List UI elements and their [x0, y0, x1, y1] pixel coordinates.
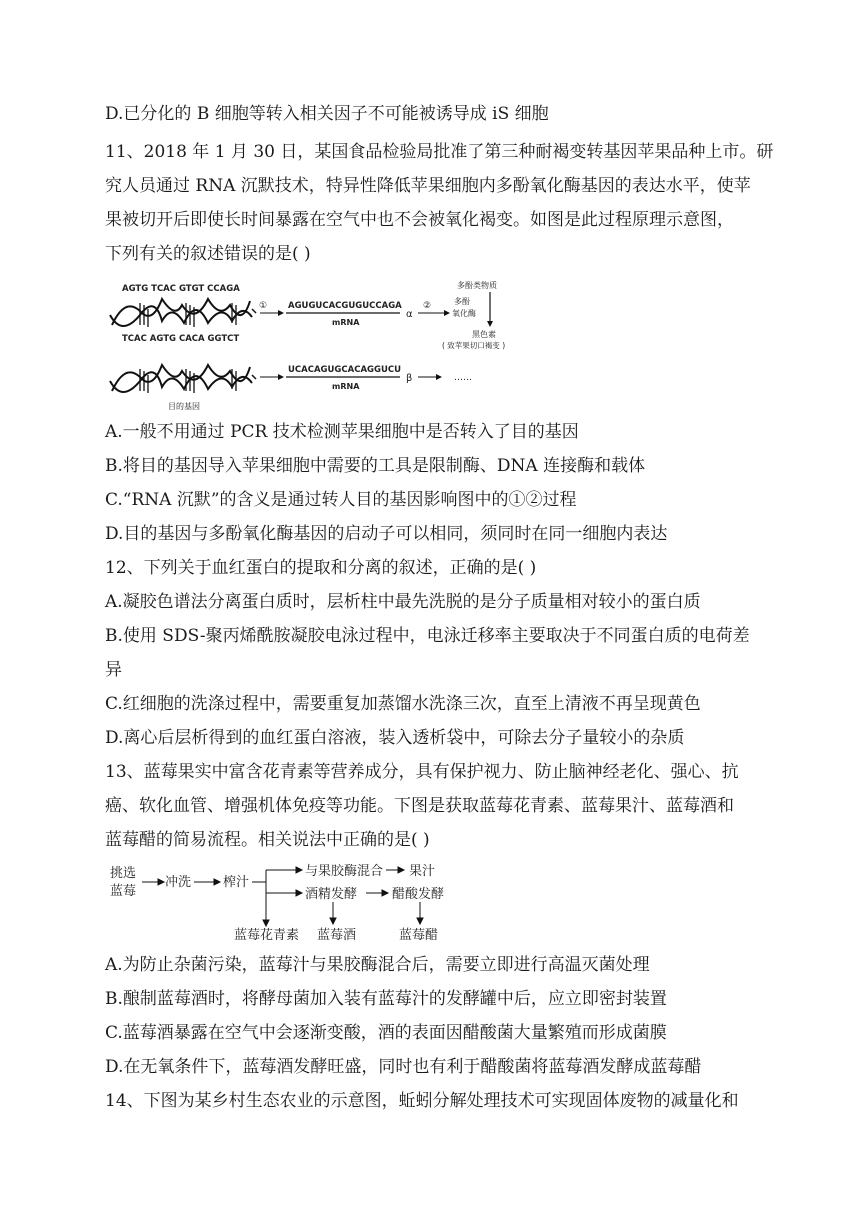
flow-anthocyanin: 蓝莓花青素: [234, 928, 300, 943]
fig-target-gene: 目的基因: [168, 402, 200, 411]
q11-rna-silencing-figure: [100, 275, 540, 415]
flow-press-juice: 榨汁: [223, 875, 250, 890]
q12-option-d: D.离心后层析得到的血红蛋白溶液，装入透析袋中，可除去分子量较小的杂质: [105, 728, 685, 748]
fig-black-pigment: 黑色素: [472, 330, 496, 339]
q11-option-b: B.将目的基因导入苹果细胞中需要的工具是限制酶、DNA 连接酶和载体: [105, 456, 646, 476]
fig-top-sequence: AGTG TCAC GTGT CCAGA: [122, 284, 240, 294]
fig-mrna2-sequence: UCACAGUGCACAGGUCU: [288, 365, 402, 375]
q11-stem-line-4: 下列有关的叙述错误的是( ): [105, 244, 311, 264]
q11-stem-line-3: 果被切开后即使长时间暴露在空气中也不会被氧化褐变。如图是此过程原理示意图，: [105, 210, 734, 230]
q10-option-d: D.已分化的 B 细胞等转入相关因子不可能被诱导成 iS 细胞: [105, 104, 549, 124]
q12-option-a: A.凝胶色谱法分离蛋白质时，层析柱中最先洗脱的是分子质量相对较小的蛋白质: [105, 592, 701, 612]
q13-option-c: C.蓝莓酒暴露在空气中会逐渐变酸，酒的表面因醋酸菌大量繁殖而形成菌膜: [105, 1023, 667, 1043]
fig-mrna2-label: mRNA: [332, 382, 360, 391]
q13-blueberry-flowchart: [100, 858, 480, 948]
dna-helix-top: [110, 299, 252, 327]
flow-acetic-fermentation: 醋酸发酵: [392, 887, 445, 902]
q12-option-b: B.使用 SDS-聚丙烯酰胺凝胶电泳过程中，电泳迁移率主要取决于不同蛋白质的电荷差: [105, 626, 750, 646]
fig-enzyme-line-2: 氧化酶: [452, 309, 476, 318]
q14-stem: 14、下图为某乡村生态农业的示意图，蚯蚓分解处理技术可实现固体废物的减量化和: [105, 1091, 739, 1111]
flow-vinegar: 蓝莓醋: [399, 928, 439, 943]
dna-helix-bottom: [110, 365, 252, 393]
flow-wine: 蓝莓酒: [317, 928, 357, 943]
fig-step-2: ②: [423, 301, 432, 311]
q11-stem-line-1: 11、2018 年 1 月 30 日，某国食品检验局批准了第三种耐褐变转基因苹果品种上市。研: [105, 142, 774, 162]
q12-stem: 12、下列关于血红蛋白的提取和分离的叙述，正确的是( ): [105, 558, 537, 578]
q11-stem-line-2: 究人员通过 RNA 沉默技术，特异性降低苹果细胞内多酚氧化酶基因的表达水平，使苹: [105, 176, 751, 196]
fig-alpha-label: α: [406, 309, 413, 320]
flow-pick-line-2: 蓝莓: [110, 884, 137, 899]
flow-alcohol-fermentation: 酒精发酵: [305, 887, 358, 902]
q13-stem-line-3: 蓝莓醋的简易流程。相关说法中正确的是( ): [105, 830, 430, 850]
flow-pectinase: 与果胶酶混合: [305, 864, 384, 879]
q12-option-b-cont: 异: [105, 660, 122, 680]
q13-option-d: D.在无氧条件下，蓝莓酒发酵旺盛，同时也有利于醋酸菌将蓝莓酒发酵成蓝莓醋: [105, 1057, 702, 1077]
q13-option-a: A.为防止杂菌污染，蓝莓汁与果胶酶混合后，需要立即进行高温灭菌处理: [105, 955, 650, 975]
fig-beta-label: β: [406, 373, 413, 384]
flow-wash: 冲洗: [165, 875, 192, 890]
q12-option-c: C.红细胞的洗涤过程中，需要重复加蒸馏水洗涤三次，直至上清液不再呈现黄色: [105, 694, 701, 714]
q13-stem-line-1: 13、蓝莓果实中富含花青素等营养成分，具有保护视力、防止脑神经老化、强心、抗: [105, 762, 739, 782]
fig-bottom-sequence: TCAC AGTG CACA GGTCT: [122, 334, 240, 344]
q11-option-d: D.目的基因与多酚氧化酶基因的启动子可以相同，须同时在同一细胞内表达: [105, 524, 668, 544]
fig-enzyme-line-1: 多酚: [454, 297, 470, 306]
flow-juice: 果汁: [409, 864, 436, 879]
fig-polyphenol: 多酚类物质: [457, 281, 497, 290]
fig-mrna1-label: mRNA: [332, 318, 360, 327]
q11-option-c: C.“RNA 沉默”的含义是通过转人目的基因影响图中的①②过程: [105, 490, 577, 510]
flow-pick-line-1: 挑选: [110, 866, 137, 881]
fig-continuation-dots: ……: [454, 373, 472, 383]
fig-browning-note: ( 致苹果切口褐变 ): [442, 341, 506, 350]
fig-mrna1-sequence: AGUGUCACGUGUCCAGA: [288, 301, 402, 311]
fig-step-1: ①: [259, 301, 268, 311]
q11-option-a: A.一般不用通过 PCR 技术检测苹果细胞中是否转入了目的基因: [105, 422, 579, 442]
q13-option-b: B.酿制蓝莓酒时，将酵母菌加入装有蓝莓汁的发酵罐中后，应立即密封装置: [105, 989, 667, 1009]
q13-stem-line-2: 癌、软化血管、增强机体免疫等功能。下图是获取蓝莓花青素、蓝莓果汁、蓝莓酒和: [105, 796, 734, 816]
